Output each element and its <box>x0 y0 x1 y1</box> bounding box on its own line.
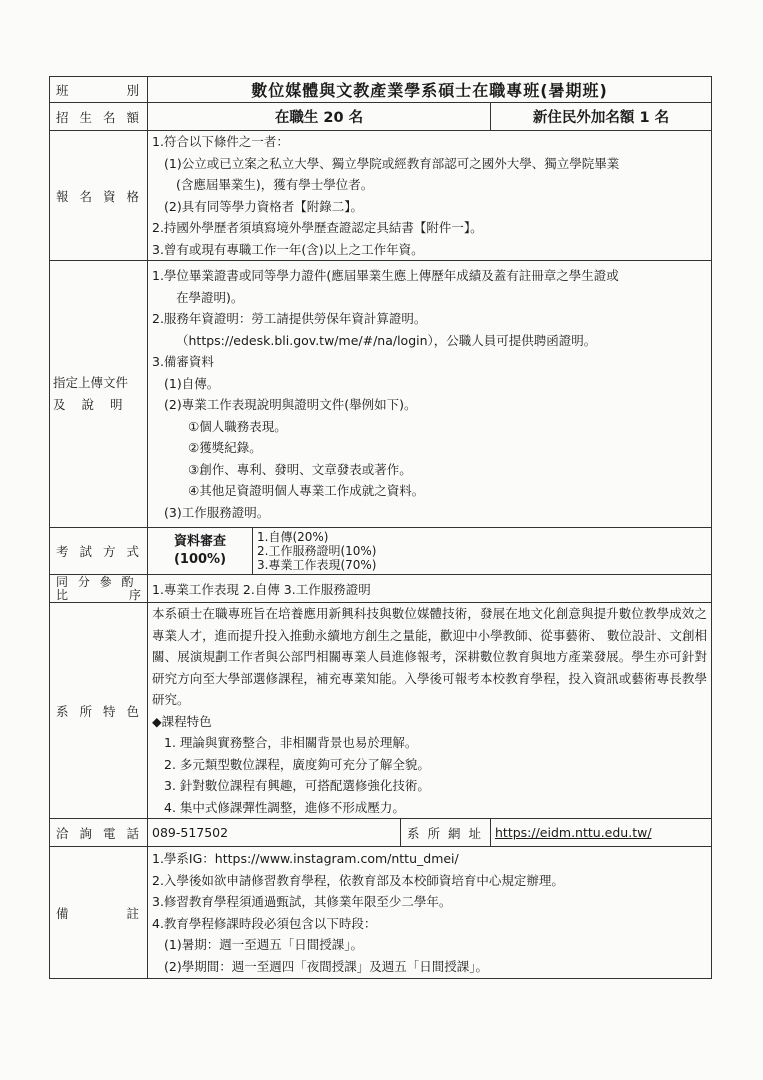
row-class <box>50 77 712 103</box>
exam-item: 3.專業工作表現(70%) <box>257 558 377 572</box>
tiebreak-label <box>50 575 148 603</box>
site-link-cell <box>491 819 712 847</box>
exam-item: 2.工作服務證明(10%) <box>257 544 377 558</box>
documents-line: (2)專業工作表現說明與證明文件(舉例如下)。 <box>164 397 417 412</box>
features-intro: 本系碩士在職專班旨在培養應用新興科技與數位媒體技術，發展在地文化創意與提升數位教學成效之專業人才，進而提升投入推動永續地方創生之量能，歡迎中小學教師、從事藝術、 數位設計、文創相關、展演規劃工作者與公部門相關專業人員進修報考，深耕數位教育與地方產業發展。學生亦可針對研究方向至大學部選修課程，補充專業知能。入學後可報考本校教育學程，投入資訊或藝術專長教學研究。 <box>152 606 708 707</box>
eligibility-line: 3.曾有或現有專職工作一年(含)以上之工作年資。 <box>152 241 424 257</box>
course-item: 2. 多元類型數位課程，廣度夠可充分了解全貌。 <box>164 756 430 772</box>
admission-table <box>49 76 712 979</box>
exam-method <box>148 528 253 575</box>
phone-label: 洽詢電話 <box>50 819 148 847</box>
site-label: 系所網址 <box>401 819 491 847</box>
tiebreak-value: 1.專業工作表現 2.自傳 3.工作服務證明 <box>148 575 712 603</box>
exam-method-pct: (100%) <box>173 552 227 567</box>
exam-items <box>253 528 712 575</box>
row-quota <box>50 103 712 131</box>
exam-method-name: 資料審查 <box>173 534 226 549</box>
notes-line: 1.學系IG：https://www.instagram.com/nttu_dmei/ <box>152 851 459 866</box>
exam-item: 1.自傳(20%) <box>257 530 329 544</box>
class-title: 數位媒體與文教產業學系碩士在職專班(暑期班) <box>148 77 712 103</box>
notes-line: 2.入學後如欲申請修習教育學程，依教育部及本校師資培育中心規定辦理。 <box>152 872 564 888</box>
notes-line: 4.教育學程修課時段必須包含以下時段： <box>152 915 377 931</box>
documents-line: (1)自傳。 <box>164 375 220 391</box>
row-eligibility <box>50 131 712 261</box>
notes-line: 3.修習教育學程須通過甄試，其修業年限至少二學年。 <box>152 894 452 909</box>
phone-value: 089-517502 <box>148 819 401 847</box>
quota-label: 招生名額 <box>50 103 148 131</box>
documents-label-1: 指定上傳文件 <box>53 375 129 390</box>
features-label: 系所特色 <box>50 603 148 819</box>
row-notes <box>50 847 712 979</box>
documents-content <box>148 261 712 528</box>
documents-line: 1.學位畢業證書或同等學力證件(應屆畢業生應上傳歷年成績及蓋有註冊章之學生證或 <box>152 268 619 283</box>
features-content <box>148 603 712 819</box>
row-tiebreak <box>50 575 712 603</box>
documents-line: ④其他足資證明個人專業工作成就之資料。 <box>188 483 425 498</box>
row-contact <box>50 819 712 847</box>
documents-line: (3)工作服務證明。 <box>164 504 270 520</box>
notes-line: (1)暑期：週一至週五「日間授課」。 <box>164 937 363 952</box>
quota-regular: 在職生 20 名 <box>148 103 491 131</box>
quota-extra: 新住民外加名額 1 名 <box>491 103 712 131</box>
documents-label-2: 及 說 明 <box>53 397 129 412</box>
documents-line: 2.服務年資證明：勞工請提供勞保年資計算證明。 <box>152 311 427 326</box>
eligibility-line: (含應屆畢業生)，獲有學士學位者。 <box>176 177 374 192</box>
exam-label: 考試方式 <box>50 528 148 575</box>
class-label: 班 別 <box>50 77 148 103</box>
notes-content <box>148 847 712 979</box>
eligibility-line: (2)具有同等學力資格者【附錄二】。 <box>164 198 363 214</box>
course-item: 3. 針對數位課程有興趣，可搭配選修強化技術。 <box>164 778 430 793</box>
documents-line: ②獲獎紀錄。 <box>188 440 262 455</box>
eligibility-label: 報名資格 <box>50 131 148 261</box>
notes-label: 備 註 <box>50 847 148 979</box>
course-heading: ◆課程特色 <box>152 713 212 729</box>
documents-line: ①個人職務表現。 <box>188 418 287 434</box>
eligibility-line: 1.符合以下條件之一者： <box>152 134 289 149</box>
documents-line: 在學證明)。 <box>176 289 244 305</box>
documents-line: 3.備審資料 <box>152 354 214 369</box>
tiebreak-label-2: 比 序 <box>56 587 141 602</box>
eligibility-line: (1)公立或已立案之私立大學、獨立學院或經教育部認可之國外大學、獨立學院畢業 <box>164 155 620 171</box>
documents-label <box>50 261 148 528</box>
documents-line: ③創作、專利、發明、文章發表或著作。 <box>188 461 412 477</box>
tiebreak-label-1: 同 分 參 酌 <box>56 574 137 589</box>
row-exam <box>50 528 712 575</box>
site-link[interactable]: https://eidm.nttu.edu.tw/ <box>495 825 652 840</box>
course-item: 1. 理論與實務整合，非相關背景也易於理解。 <box>164 735 418 750</box>
eligibility-content <box>148 131 712 261</box>
documents-line: （https://edesk.bli.gov.tw/me/#/na/login），公職人員可提供聘函證明。 <box>176 332 597 348</box>
course-item: 4. 集中式修課彈性調整，進修不形成壓力。 <box>164 799 405 815</box>
row-features <box>50 603 712 819</box>
notes-line: (2)學期間：週一至週四「夜間授課」及週五「日間授課」。 <box>164 958 488 974</box>
row-documents <box>50 261 712 528</box>
eligibility-line: 2.持國外學歷者須填寫境外學歷查證認定具結書【附件一】。 <box>152 220 483 235</box>
